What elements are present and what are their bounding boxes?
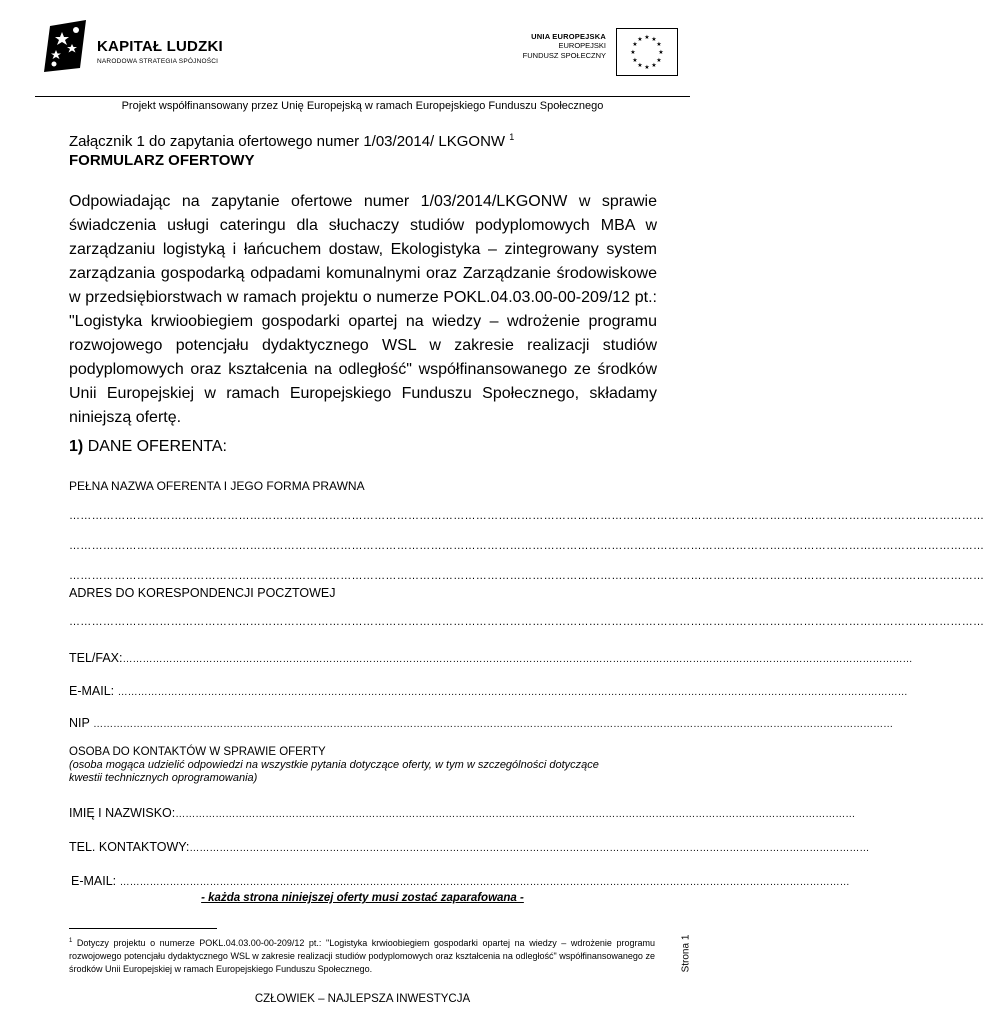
tel-fax-label: TEL/FAX: xyxy=(69,651,123,665)
svg-text:★: ★ xyxy=(630,49,636,56)
svg-text:★: ★ xyxy=(632,41,638,48)
full-name-line-1[interactable]: ……………………………………………………………………………………………………………………………………………………………………………………………………………………… xyxy=(69,510,984,522)
nip-label: NIP xyxy=(69,716,90,730)
svg-text:★: ★ xyxy=(651,62,657,69)
header-caption: Projekt współfinansowany przez Unię Europejską w ramach Europejskiego Funduszu Społecznego xyxy=(121,100,604,112)
footnote-divider xyxy=(69,928,217,929)
svg-text:★: ★ xyxy=(632,57,638,64)
contact-name-field[interactable]: IMIĘ I NAZWISKO:…………………………………………………………………………………………………………………………………………………………………………………… xyxy=(69,806,856,820)
header-divider xyxy=(35,96,690,97)
svg-text:★: ★ xyxy=(637,62,643,69)
annex-footnote-ref: 1 xyxy=(509,132,515,142)
form-title: FORMULARZ OFERTOWY xyxy=(69,152,255,169)
svg-text:★: ★ xyxy=(656,41,662,48)
address-line[interactable]: ……………………………………………………………………………………………………………………………………………………………………………………………………………………… xyxy=(69,616,984,628)
contact-tel-field[interactable]: TEL. KONTAKTOWY:…………………………………………………………………………………………………………………………………………………………………………………… xyxy=(69,840,870,854)
eu-logo-text xyxy=(523,32,606,60)
contact-name-label: IMIĘ I NAZWISKO: xyxy=(69,806,176,820)
each-page-note: - każda strona niniejszej oferty musi zostać zaparafowana - xyxy=(201,892,524,904)
address-label: ADRES DO KORESPONDENCJI POCZTOWEJ xyxy=(69,586,336,600)
footer-slogan: CZŁOWIEK – NAJLEPSZA INWESTYCJA xyxy=(254,993,471,1005)
footnote-number: 1 xyxy=(69,938,73,944)
contact-email-label: E-MAIL: xyxy=(71,874,117,888)
annex-line xyxy=(69,132,514,150)
svg-text:★: ★ xyxy=(644,34,650,41)
section-title: DANE OFERENTA: xyxy=(87,438,227,455)
svg-text:★: ★ xyxy=(644,64,650,71)
email-field[interactable]: E-MAIL: ………………………………………………………………………………………………………………………………………………………………………………………………………………… xyxy=(69,684,908,698)
nip-field[interactable]: NIP …………………………………………………………………………………………………………………………………………………………………………………………………………………… xyxy=(69,716,894,730)
kapital-ludzki-logo xyxy=(40,18,240,78)
kapital-ludzki-subtitle: NARODOWA STRATEGIA SPÓJNOŚCI xyxy=(97,58,219,65)
tel-fax-field[interactable]: TEL/FAX:………………………………………………………………………………………………………………………………………………………………………………………………………………… xyxy=(69,651,913,665)
svg-text:★: ★ xyxy=(658,49,664,56)
kapital-ludzki-emblem-icon xyxy=(40,18,90,74)
svg-text:★: ★ xyxy=(651,36,657,43)
full-name-label: PEŁNA NAZWA OFERENTA I JEGO FORMA PRAWNA xyxy=(69,479,365,493)
full-name-line-2[interactable]: ……………………………………………………………………………………………………………………………………………………………………………………………………………………… xyxy=(69,540,984,552)
section-number: 1) xyxy=(69,438,84,455)
footnote xyxy=(69,935,655,976)
kapital-ludzki-title: KAPITAŁ LUDZKI xyxy=(97,38,223,55)
contact-tel-label: TEL. KONTAKTOWY: xyxy=(69,840,190,854)
svg-text:★: ★ xyxy=(637,36,643,43)
eu-logo-line2: EUROPEJSKI xyxy=(558,41,606,50)
contact-section xyxy=(69,746,629,785)
annex-text: Załącznik 1 do zapytania ofertowego numer 1/03/2014/ LKGONW xyxy=(69,133,506,150)
contact-heading: OSOBA DO KONTAKTÓW W SPRAWIE OFERTY xyxy=(69,746,326,758)
page-number-label: Strona 1 xyxy=(680,934,692,973)
eu-flag-icon xyxy=(616,28,678,76)
intro-paragraph: Odpowiadając na zapytanie ofertowe numer 1/03/2014/LKGONW w sprawie świadczenia usługi cateringu dla słuchaczy studiów podyplomowych MBA w zarządzaniu logistyką i łańcuchem dostaw, Ekologistyka – zintegrowany system zarządzania gospodarką odpadami komunalnymi oraz Zarządzanie środowiskowe w przedsiębiorstwach w ramach projektu o numerze POKL.04.03.00-00-209/12 pt.: "Logistyka krwioobiegiem gospodarki opartej na wiedzy – wdrożenie programu rozwojowego potencjału dydaktycznego WSL w zakresie realizacji studiów podyplomowych oraz kształcenia na odległość" współfinansowanego ze środków Unii Europejskiej w ramach Europejskiego Funduszu Społecznego, składamy niniejszą ofertę. xyxy=(69,193,657,426)
page-number xyxy=(680,930,692,980)
eu-logo xyxy=(518,28,678,78)
section-heading xyxy=(69,438,227,456)
contact-note: (osoba mogąca udzielić odpowiedzi na wszystkie pytania dotyczące oferty, w tym w szczególności dotyczące kwestii technicznych oprogramowania) xyxy=(69,759,599,784)
eu-logo-line3: FUNDUSZ SPOŁECZNY xyxy=(522,50,606,60)
svg-text:★: ★ xyxy=(656,57,662,64)
email-label: E-MAIL: xyxy=(69,684,115,698)
footnote-text: Dotyczy projektu o numerze POKL.04.03.00-00-209/12 pt.: "Logistyka krwioobiegiem gospodarki opartej na wiedzy – wdrożenie programu rozwojowego potencjału dydaktycznego WSL w zakresie realizacji studiów podyplomowych oraz kształcenia na odległość" współfinansowanego ze środków Unii Europejskiej w ramach Europejskiego Funduszu Społecznego. xyxy=(69,938,655,974)
eu-logo-title: UNIA EUROPEJSKA xyxy=(531,32,606,41)
full-name-line-3[interactable]: ……………………………………………………………………………………………………………………………………………………………………………………………………………………… xyxy=(69,570,984,582)
contact-email-field[interactable]: E-MAIL: ………………………………………………………………………………………………………………………………………………………………………………………………… xyxy=(71,874,850,888)
